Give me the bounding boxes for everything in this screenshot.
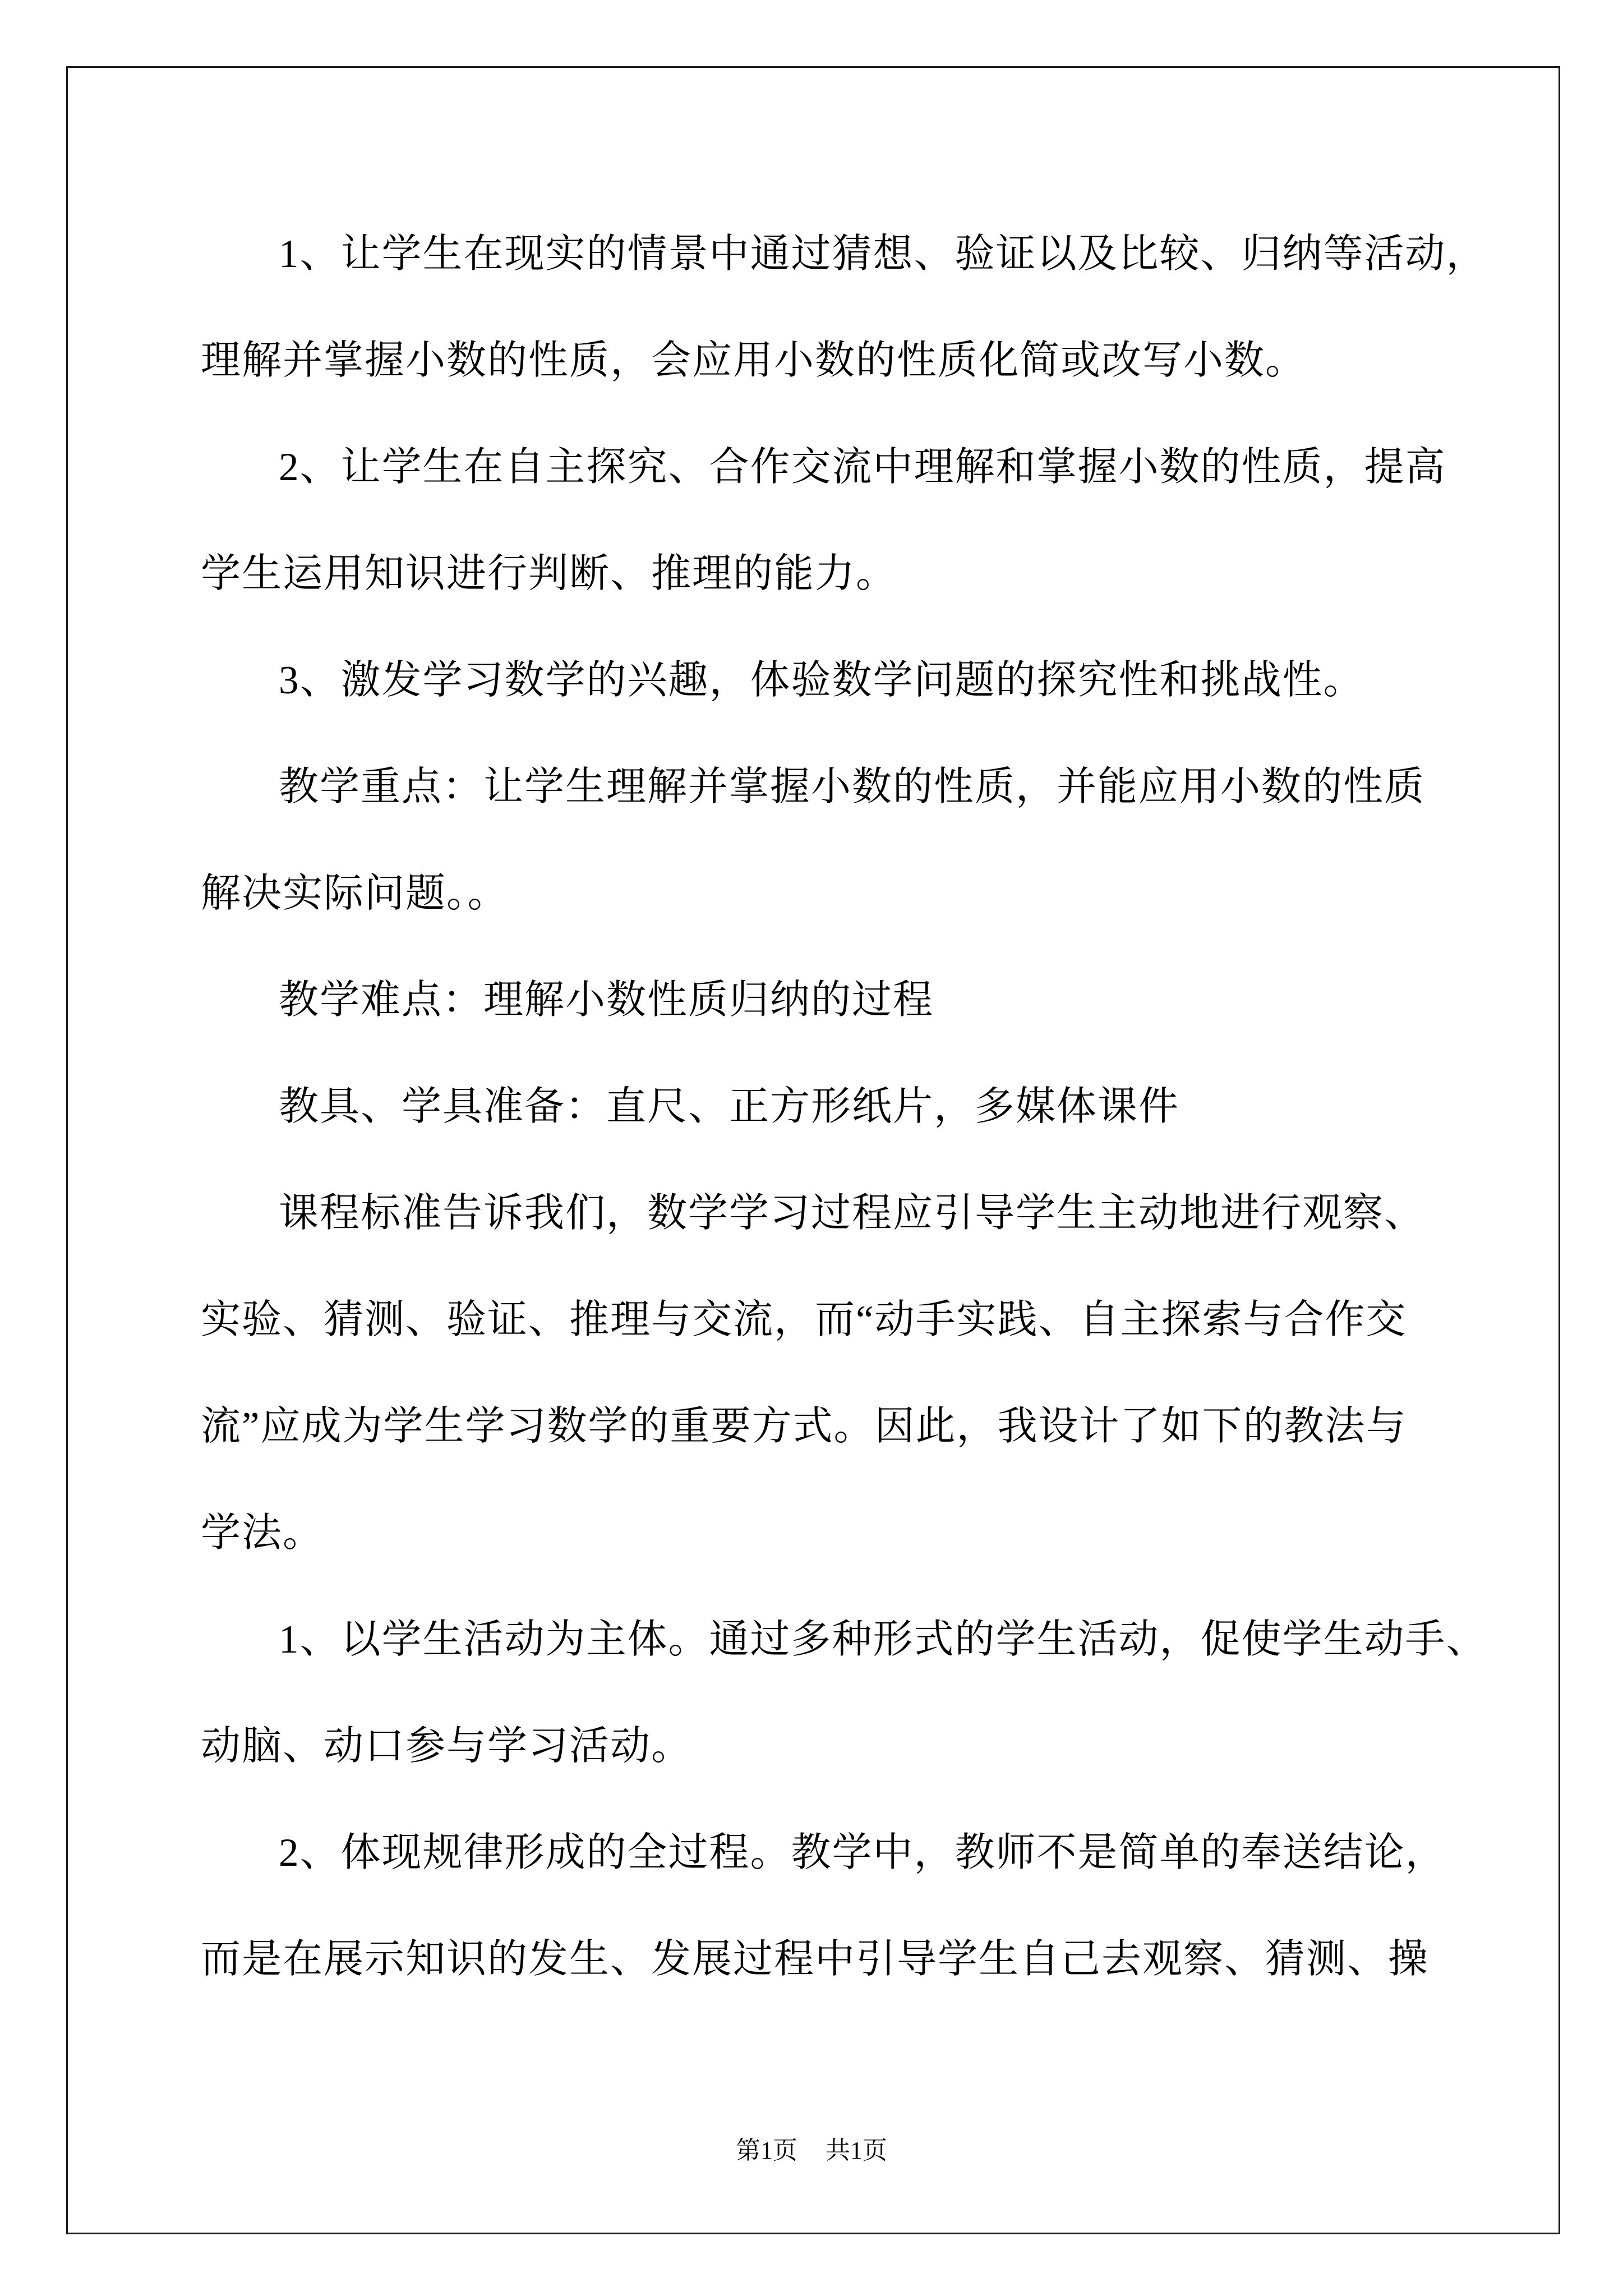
paragraph (201, 1800, 1536, 2013)
text-line: 理解并掌握小数的性质，会应用小数的性质化简或改写小数。 (201, 339, 1307, 383)
text-line: 实验、猜测、验证、推理与交流，而“动手实践、自主探索与合作交 (201, 1298, 1407, 1342)
document-body (201, 201, 1536, 2013)
text-line: 教具、学具准备：直尺、正方形纸片，多媒体课件 (279, 1085, 1180, 1129)
paragraph (201, 414, 1536, 627)
text-line: 教学难点：理解小数性质归纳的过程 (279, 978, 934, 1022)
paragraph (201, 947, 1536, 1053)
text-line: 学法。 (201, 1511, 324, 1555)
text-line: 课程标准告诉我们，数学学习过程应引导学生主动地进行观察、 (279, 1191, 1426, 1235)
paragraph (201, 734, 1536, 947)
text-line: 1、以学生活动为主体。通过多种形式的学生活动，促使学生动手、 (279, 1618, 1487, 1662)
page-number-label: 第1页 (736, 2137, 797, 2164)
text-line: 教学重点：让学生理解并掌握小数的性质，并能应用小数的性质 (279, 765, 1426, 809)
paragraph (201, 1053, 1536, 1160)
text-line: 3、激发学习数学的兴趣，体验数学问题的探究性和挑战性。 (279, 659, 1364, 702)
page-footer (0, 2136, 1623, 2165)
text-line: 流”应成为学生学习数学的重要方式。因此，我设计了如下的教法与 (201, 1405, 1407, 1448)
paragraph (201, 627, 1536, 734)
text-line: 解决实际问题。。 (201, 872, 509, 915)
paragraph (201, 201, 1536, 414)
page-total-label: 共1页 (826, 2137, 887, 2164)
text-line: 1、让学生在现实的情景中通过猜想、验证以及比较、归纳等活动， (279, 232, 1487, 276)
paragraph (201, 1586, 1536, 1800)
text-line: 2、让学生在自主探究、合作交流中理解和掌握小数的性质，提高 (279, 445, 1446, 489)
text-line: 动脑、动口参与学习活动。 (201, 1724, 693, 1768)
text-line: 而是在展示知识的发生、发展过程中引导学生自己去观察、猜测、操 (201, 1938, 1430, 1981)
paragraph (201, 1160, 1536, 1586)
text-line: 学生运用知识进行判断、推理的能力。 (201, 552, 897, 596)
text-line: 2、体现规律形成的全过程。教学中，教师不是简单的奉送结论， (279, 1831, 1446, 1875)
